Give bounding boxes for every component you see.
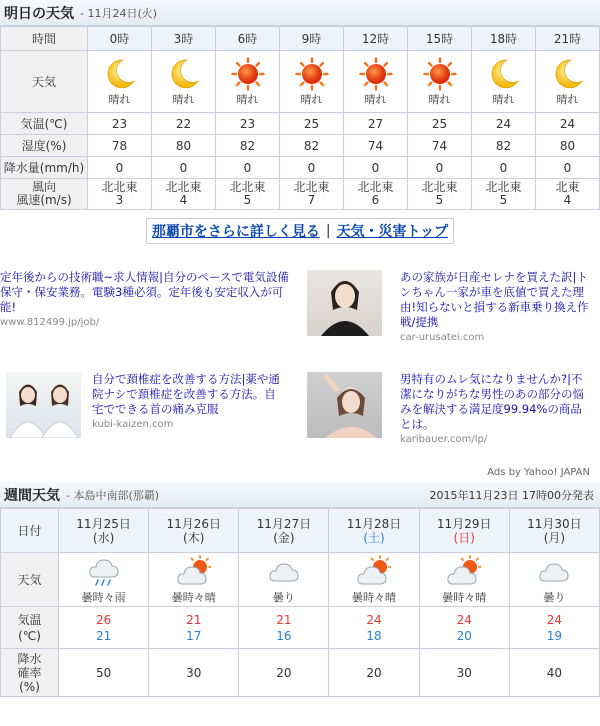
date-cell bbox=[509, 509, 599, 553]
time-cell: 15時 bbox=[408, 27, 472, 51]
temp-unit: (℃) bbox=[18, 628, 41, 643]
temp-label: 気温 bbox=[17, 612, 42, 627]
wind-speed: 3 bbox=[115, 193, 124, 207]
wind-cell bbox=[152, 179, 216, 210]
time-cell: 9時 bbox=[280, 27, 344, 51]
weather-cell bbox=[149, 553, 239, 607]
temp-cell bbox=[329, 607, 419, 649]
precip-cell: 0 bbox=[88, 157, 152, 179]
weather-label: 晴れ bbox=[108, 92, 131, 106]
ad-item[interactable] bbox=[400, 372, 592, 445]
weather-label: 晴れ bbox=[428, 92, 451, 106]
temp-cell: 24 bbox=[536, 113, 600, 135]
temp-high: 24 bbox=[456, 612, 472, 627]
row-label-humidity: 湿度(%) bbox=[1, 135, 88, 157]
temp-low: 18 bbox=[366, 628, 382, 643]
weather-label: 曇時々晴 bbox=[442, 590, 487, 604]
wind-dir-label: 風向 bbox=[31, 180, 56, 194]
temp-low: 16 bbox=[276, 628, 292, 643]
temp-cell: 25 bbox=[280, 113, 344, 135]
weather-top-link[interactable]: 天気・災害トップ bbox=[336, 224, 449, 240]
day-of-week: (土) bbox=[363, 530, 385, 545]
temp-cell bbox=[419, 607, 509, 649]
wind-cell bbox=[472, 179, 536, 210]
wind-direction: 北北東 bbox=[293, 180, 330, 194]
temp-cell: 27 bbox=[344, 113, 408, 135]
weather-cell bbox=[59, 553, 149, 607]
detail-link[interactable]: 那覇市をさらに詳しく見る bbox=[151, 224, 320, 240]
precip-cell: 0 bbox=[472, 157, 536, 179]
humidity-cell: 82 bbox=[216, 135, 280, 157]
humidity-cell: 74 bbox=[408, 135, 472, 157]
wind-cell bbox=[344, 179, 408, 210]
row-label-date: 日付 bbox=[1, 509, 59, 553]
weather-label: 晴れ bbox=[492, 92, 515, 106]
ad-item[interactable] bbox=[400, 270, 592, 343]
wind-direction: 北北東 bbox=[357, 180, 394, 194]
daily-forecast-header bbox=[0, 0, 600, 26]
pop-cell: 20 bbox=[329, 649, 419, 697]
row-label-weather: 天気 bbox=[1, 51, 88, 113]
day-of-week: (日) bbox=[453, 530, 475, 545]
weather-label: 晴れ bbox=[172, 92, 195, 106]
humidity-cell: 82 bbox=[472, 135, 536, 157]
weather-label: 晴れ bbox=[556, 92, 579, 106]
cloudy-sun-icon bbox=[420, 555, 509, 589]
moon-icon bbox=[88, 57, 151, 91]
daily-date: - 11月24日(火) bbox=[80, 6, 158, 20]
time-cell: 18時 bbox=[472, 27, 536, 51]
wind-speed: 4 bbox=[179, 193, 188, 207]
weekly-issued: 2015年11月23日 17時00分発表 bbox=[429, 488, 594, 502]
humidity-cell: 74 bbox=[344, 135, 408, 157]
ad-url: www.812499.jp/job/ bbox=[0, 317, 100, 328]
weather-cell bbox=[536, 51, 600, 113]
precip-cell: 0 bbox=[408, 157, 472, 179]
time-cell: 6時 bbox=[216, 27, 280, 51]
moon-icon bbox=[536, 57, 599, 91]
wind-direction: 北北東 bbox=[101, 180, 138, 194]
temp-low: 17 bbox=[186, 628, 202, 643]
date-label: 11月30日 bbox=[527, 516, 582, 531]
weekly-forecast-table bbox=[0, 508, 600, 697]
humidity-cell: 82 bbox=[280, 135, 344, 157]
wind-speed-label: 風速(m/s) bbox=[16, 193, 72, 207]
weather-cell bbox=[280, 51, 344, 113]
weather-cell bbox=[216, 51, 280, 113]
temp-cell: 25 bbox=[408, 113, 472, 135]
ad-title[interactable]: あの家族が日産セレナを買えた訳|トンちゃん一家が車を底値で買えた理由!知らないと損する新車乗り換え作戦/提携 bbox=[400, 270, 589, 329]
date-label: 11月29日 bbox=[436, 516, 492, 531]
link-separator: | bbox=[325, 223, 331, 239]
temp-low: 21 bbox=[95, 628, 112, 643]
pop-label-2: 確率 bbox=[17, 665, 42, 680]
ads-attribution[interactable]: Ads by Yahoo! JAPAN bbox=[487, 467, 590, 478]
weather-label: 晴れ bbox=[364, 92, 387, 106]
row-label-wind bbox=[1, 179, 88, 210]
weather-label: 曇時々晴 bbox=[171, 590, 216, 604]
date-cell bbox=[59, 509, 149, 553]
links-box bbox=[146, 218, 454, 244]
cloudy-sun-icon bbox=[329, 555, 418, 589]
date-label: 11月27日 bbox=[256, 516, 312, 531]
weekly-title: 週間天気 bbox=[4, 487, 60, 504]
temp-low: 19 bbox=[546, 628, 563, 643]
moon-icon bbox=[472, 57, 535, 91]
date-cell bbox=[419, 509, 509, 553]
weather-cell bbox=[509, 553, 599, 607]
ad-item[interactable] bbox=[0, 270, 290, 328]
humidity-cell: 78 bbox=[88, 135, 152, 157]
pop-cell: 30 bbox=[149, 649, 239, 697]
precip-cell: 0 bbox=[344, 157, 408, 179]
temp-high: 24 bbox=[546, 612, 563, 627]
ads-area bbox=[0, 252, 600, 482]
weather-cell bbox=[344, 51, 408, 113]
ad-url: karibauer.com/lp/ bbox=[400, 434, 488, 445]
date-label: 11月26日 bbox=[166, 516, 221, 531]
humidity-cell: 80 bbox=[152, 135, 216, 157]
pop-cell: 50 bbox=[59, 649, 149, 697]
wind-direction: 北北東 bbox=[165, 180, 202, 194]
row-label-temp bbox=[1, 607, 59, 649]
sun-icon bbox=[344, 57, 407, 91]
ad-url: kubi-kaizen.com bbox=[92, 419, 174, 430]
wind-speed: 5 bbox=[435, 193, 444, 207]
wind-cell bbox=[280, 179, 344, 210]
weather-cell bbox=[472, 51, 536, 113]
weather-label: 晴れ bbox=[236, 92, 259, 106]
weather-cell bbox=[88, 51, 152, 113]
date-label: 11月25日 bbox=[76, 516, 131, 531]
weather-cell bbox=[419, 553, 509, 607]
time-cell: 3時 bbox=[152, 27, 216, 51]
daily-title: 明日の天気 bbox=[4, 5, 74, 22]
wind-direction: 北北東 bbox=[485, 180, 522, 194]
cloud-icon bbox=[510, 555, 599, 589]
daily-forecast-table bbox=[0, 26, 600, 210]
weekly-region: - 本島中南部(那覇) bbox=[66, 488, 160, 502]
cloud-icon bbox=[239, 555, 328, 589]
weather-label: 曇時々雨 bbox=[81, 590, 126, 604]
cloudy-rain-icon bbox=[59, 555, 148, 589]
weather-cell bbox=[239, 553, 329, 607]
day-of-week: (金) bbox=[273, 530, 295, 545]
ad-url: car-urusatei.com bbox=[400, 332, 485, 343]
temp-high: 21 bbox=[276, 612, 292, 627]
temp-cell bbox=[509, 607, 599, 649]
time-cell: 21時 bbox=[536, 27, 600, 51]
weather-cell bbox=[152, 51, 216, 113]
ad-item[interactable] bbox=[92, 372, 287, 430]
moon-icon bbox=[152, 57, 215, 91]
weather-label: 曇り bbox=[543, 590, 566, 604]
row-label-precip: 降水量(mm/h) bbox=[1, 157, 88, 179]
day-of-week: (月) bbox=[543, 530, 566, 545]
cloudy-sun-icon bbox=[149, 555, 238, 589]
wind-cell bbox=[88, 179, 152, 210]
time-cell: 12時 bbox=[344, 27, 408, 51]
wind-cell bbox=[408, 179, 472, 210]
wind-speed: 5 bbox=[499, 193, 508, 207]
sun-icon bbox=[408, 57, 471, 91]
time-cell: 0時 bbox=[88, 27, 152, 51]
ad-thumbnail[interactable] bbox=[307, 270, 382, 336]
weather-cell bbox=[329, 553, 419, 607]
precip-cell: 0 bbox=[536, 157, 600, 179]
ad-title[interactable]: 自分で頚椎症を改善する方法|薬や通院ナシで頚椎症を改善する方法。自宅でできる首の痛み克服 bbox=[92, 372, 280, 416]
pop-label-1: 降水 bbox=[17, 651, 42, 666]
humidity-cell: 80 bbox=[536, 135, 600, 157]
row-label-time: 時間 bbox=[1, 27, 88, 51]
wind-speed: 6 bbox=[371, 193, 380, 207]
weather-cell bbox=[408, 51, 472, 113]
precip-cell: 0 bbox=[216, 157, 280, 179]
row-label-weather: 天気 bbox=[1, 553, 59, 607]
pop-cell: 30 bbox=[419, 649, 509, 697]
temp-cell: 22 bbox=[152, 113, 216, 135]
temp-high: 21 bbox=[186, 612, 202, 627]
temp-cell: 24 bbox=[472, 113, 536, 135]
date-label: 11月28日 bbox=[346, 516, 402, 531]
sun-icon bbox=[216, 57, 279, 91]
wind-cell bbox=[536, 179, 600, 210]
temp-cell bbox=[59, 607, 149, 649]
ad-title[interactable]: 男特有のムレ気になりませんか?|不潔になりがちな男性のあの部分の悩みを解決する満足度99.94%の商品とは。 bbox=[400, 372, 584, 431]
date-cell bbox=[329, 509, 419, 553]
temp-cell bbox=[239, 607, 329, 649]
pop-cell: 40 bbox=[509, 649, 599, 697]
ad-title[interactable]: 定年後からの技術職~求人情報|自分のペースで電気設備保守・保安業務。電験3種必須。定年後も安定収入が可能! bbox=[0, 270, 289, 314]
date-cell bbox=[149, 509, 239, 553]
day-of-week: (水) bbox=[92, 530, 115, 545]
precip-cell: 0 bbox=[152, 157, 216, 179]
wind-cell bbox=[216, 179, 280, 210]
wind-direction: 北東 bbox=[555, 180, 580, 194]
row-label-temp: 気温(℃) bbox=[1, 113, 88, 135]
wind-speed: 5 bbox=[243, 193, 252, 207]
weather-label: 晴れ bbox=[300, 92, 323, 106]
wind-speed: 7 bbox=[307, 193, 316, 207]
wind-direction: 北北東 bbox=[229, 180, 266, 194]
temp-cell: 23 bbox=[88, 113, 152, 135]
detail-links bbox=[0, 210, 600, 252]
temp-cell bbox=[149, 607, 239, 649]
weather-label: 曇り bbox=[272, 590, 295, 604]
precip-cell: 0 bbox=[280, 157, 344, 179]
temp-low: 20 bbox=[456, 628, 472, 643]
pop-cell: 20 bbox=[239, 649, 329, 697]
weather-label: 曇時々晴 bbox=[352, 590, 397, 604]
ad-thumbnail[interactable] bbox=[307, 372, 382, 438]
temp-cell: 23 bbox=[216, 113, 280, 135]
temp-high: 26 bbox=[95, 612, 112, 627]
sun-icon bbox=[280, 57, 343, 91]
day-of-week: (木) bbox=[183, 530, 205, 545]
ad-thumbnail[interactable] bbox=[6, 372, 81, 438]
pop-unit: (%) bbox=[19, 679, 40, 694]
date-cell bbox=[239, 509, 329, 553]
wind-direction: 北北東 bbox=[421, 180, 458, 194]
row-label-pop bbox=[1, 649, 59, 697]
wind-speed: 4 bbox=[563, 193, 572, 207]
weekly-forecast-header bbox=[0, 482, 600, 508]
temp-high: 24 bbox=[366, 612, 382, 627]
